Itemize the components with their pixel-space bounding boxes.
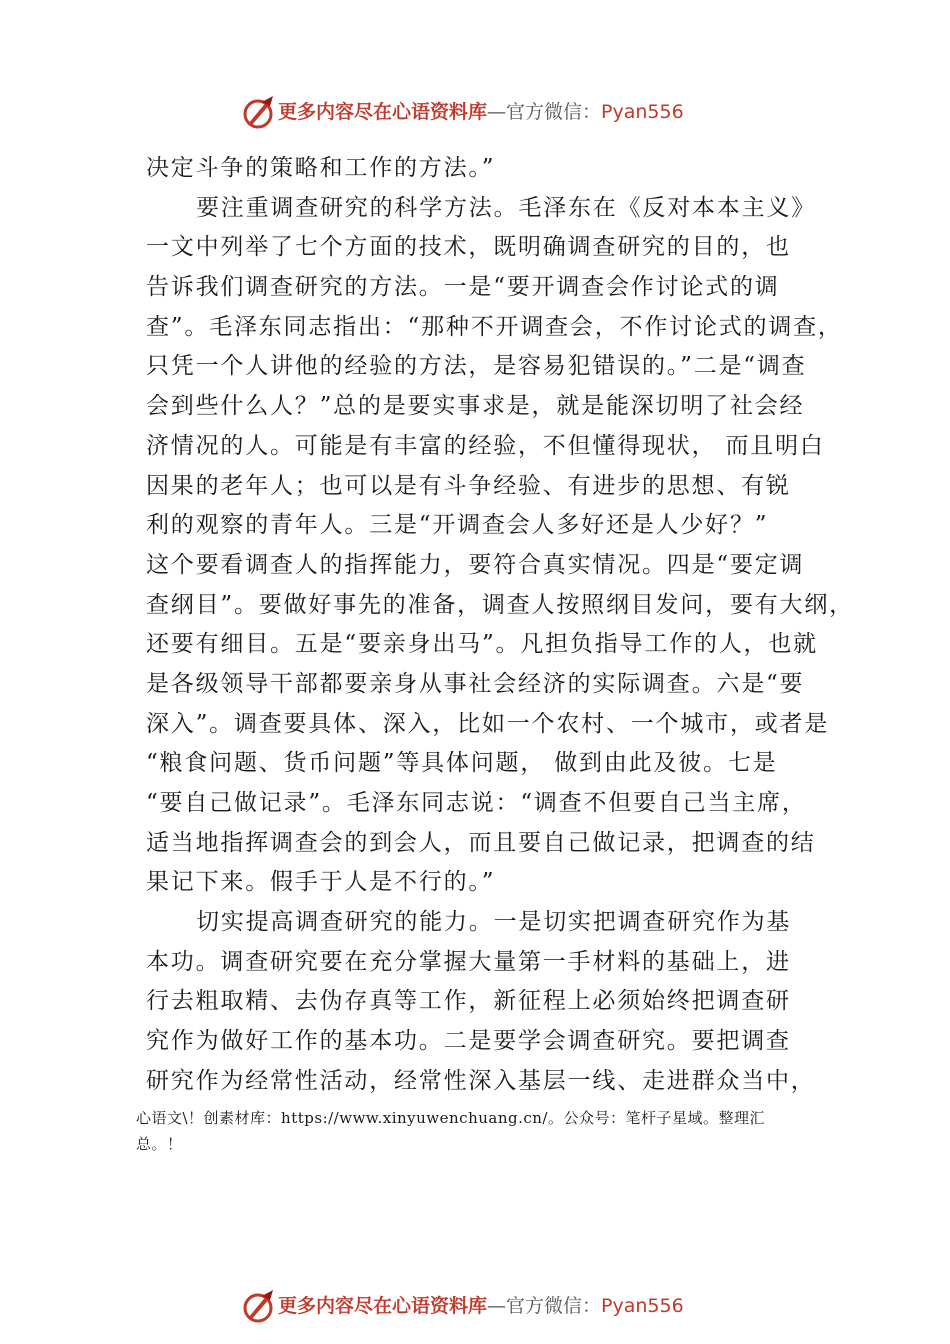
body-line: 会到些什么人？”总的是要实事求是，就是能深切明了社会经 — [146, 393, 805, 420]
document-body — [146, 149, 854, 1102]
body-line: 这个要看调查人的指挥能力，要符合真实情况。四是“要定调 — [146, 551, 805, 578]
source-note-line: 总。！ — [136, 1135, 183, 1153]
body-line: 还要有细目。五是“要亲身出马”。凡担负指导工作的人，也就 — [146, 631, 818, 658]
banner-text — [278, 98, 684, 126]
banner-wechat-id: Pyan556 — [601, 1295, 684, 1317]
quill-pen-logo-icon — [240, 94, 276, 130]
footer-banner — [0, 1288, 950, 1332]
quill-pen-logo-icon — [240, 1288, 276, 1324]
body-line: 是各级领导干部都要亲身从事社会经济的实际调查。六是“要 — [146, 670, 805, 697]
body-line: 利的观察的青年人。三是“开调查会人多好还是人少好？” — [146, 512, 769, 539]
body-line: 一文中列举了七个方面的技术，既明确调查研究的目的，也 — [146, 234, 791, 261]
body-line: 适当地指挥调查会的到会人，而且要自己做记录，把调查的结 — [146, 829, 816, 856]
banner-separator: —官方微信： — [487, 101, 602, 123]
body-line: 究作为做好工作的基本功。二是要学会调查研究。要把调查 — [146, 1028, 791, 1055]
banner-wechat-id: Pyan556 — [601, 101, 684, 123]
body-line: 行去粗取精、去伪存真等工作，新征程上必须始终把调查研 — [146, 988, 791, 1015]
banner-text — [278, 1292, 684, 1320]
banner-title: 更多内容尽在心语资料库 — [278, 1295, 488, 1317]
body-line: “粮食问题、货币问题”等具体问题， 做到由此及彼。七是 — [146, 750, 778, 777]
source-note-line: 心语文\！创素材库：https://www.xinyuwenchuang.cn/。公众号：笔杆子星域。整理汇 — [136, 1109, 765, 1127]
body-line: 研究作为经常性活动，经常性深入基层一线、走进群众当中， — [146, 1067, 816, 1094]
banner-separator: —官方微信： — [487, 1295, 602, 1317]
banner-title: 更多内容尽在心语资料库 — [278, 101, 488, 123]
header-banner — [0, 94, 950, 138]
body-line: 查纲目”。要做好事先的准备，调查人按照纲目发问，要有大纲， — [146, 591, 854, 618]
body-line: 深入”。调查要具体、深入，比如一个农村、一个城市，或者是 — [146, 710, 830, 737]
body-line: 因果的老年人；也可以是有斗争经验、有进步的思想、有锐 — [146, 472, 791, 499]
body-line: 只凭一个人讲他的经验的方法，是容易犯错误的。”二是“调查 — [146, 353, 807, 380]
body-line: 告诉我们调查研究的方法。一是“要开调查会作讨论式的调 — [146, 274, 780, 301]
body-line: “要自己做记录”。毛泽东同志说：“调查不但要自己当主席， — [146, 790, 807, 816]
body-line: 济情况的人。可能是有丰富的经验，不但懂得现状， 而且明白 — [146, 432, 825, 459]
body-line: 果记下来。假手于人是不行的。” — [146, 869, 496, 896]
body-line: 本功。调查研究要在充分掌握大量第一手材料的基础上，进 — [146, 948, 791, 975]
body-line: 决定斗争的策略和工作的方法。” — [146, 155, 496, 181]
body-line: 查”。毛泽东同志指出：“那种不开调查会，不作讨论式的调查， — [146, 313, 843, 340]
body-line: 要注重调查研究的科学方法。毛泽东在《反对本本主义》 — [196, 194, 816, 221]
body-line: 切实提高调查研究的能力。一是切实把调查研究作为基 — [196, 909, 792, 936]
source-note — [136, 1105, 846, 1157]
